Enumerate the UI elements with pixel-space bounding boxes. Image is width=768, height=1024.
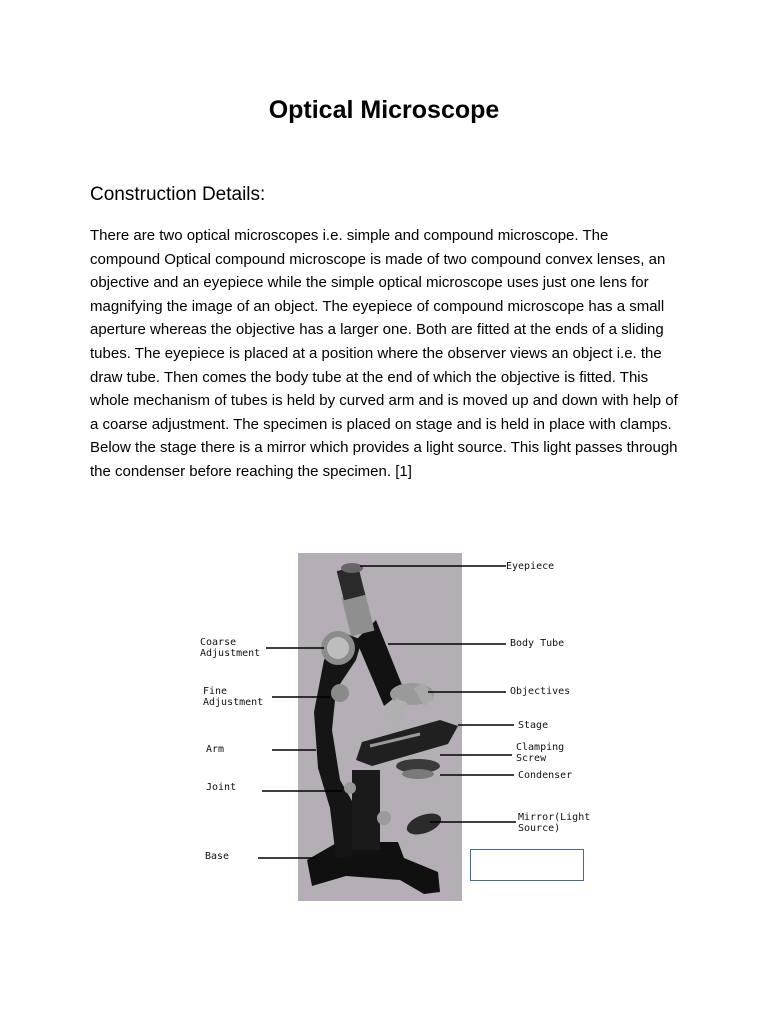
- label-mirror-line2: Source): [518, 823, 561, 834]
- label-clamping-screw-line2: Screw: [516, 753, 547, 764]
- body-paragraph: There are two optical microscopes i.e. simple and compound microscope. The compound Optical compound microscope is made of two compound convex lenses, an objective and an eyepiece while the simple optical microscope uses just one lens for magnifying the image of an object. The eyepiece of compound microscope has a small aperture whereas the objective has a larger one. Both are fitted at the ends of a sliding tubes. The eyepiece is placed at a position where the observer views an object i.e. the draw tube. Then comes the body tube at the end of which the objective is fitted. This whole mechanism of tubes is held by curved arm and is moved up and down with help of a coarse adjustment. The specimen is placed on stage and is held in place with clamps. Below the stage there is a mirror which provides a light source. This light passes through the condenser before reaching the specimen. [1]: [90, 227, 678, 480]
- empty-label-box: [470, 849, 584, 881]
- label-mirror-line1: Mirror(Light: [518, 812, 591, 823]
- label-stage: Stage: [518, 720, 549, 731]
- label-coarse-adjustment-line1: Coarse: [200, 637, 237, 648]
- label-fine-adjustment-line1: Fine: [203, 686, 228, 697]
- page-title: Optical Microscope: [268, 96, 500, 124]
- label-base: Base: [205, 851, 230, 862]
- section-heading: Construction Details:: [90, 184, 266, 205]
- label-fine-adjustment-line2: Adjustment: [203, 697, 264, 708]
- label-eyepiece: Eyepiece: [506, 561, 555, 572]
- label-joint: Joint: [206, 782, 237, 793]
- label-condenser: Condenser: [518, 770, 573, 781]
- label-clamping-screw-line1: Clamping: [516, 742, 565, 753]
- label-objectives: Objectives: [510, 686, 571, 697]
- label-coarse-adjustment-line2: Adjustment: [200, 648, 261, 659]
- label-body-tube: Body Tube: [510, 638, 565, 649]
- label-arm: Arm: [206, 744, 225, 755]
